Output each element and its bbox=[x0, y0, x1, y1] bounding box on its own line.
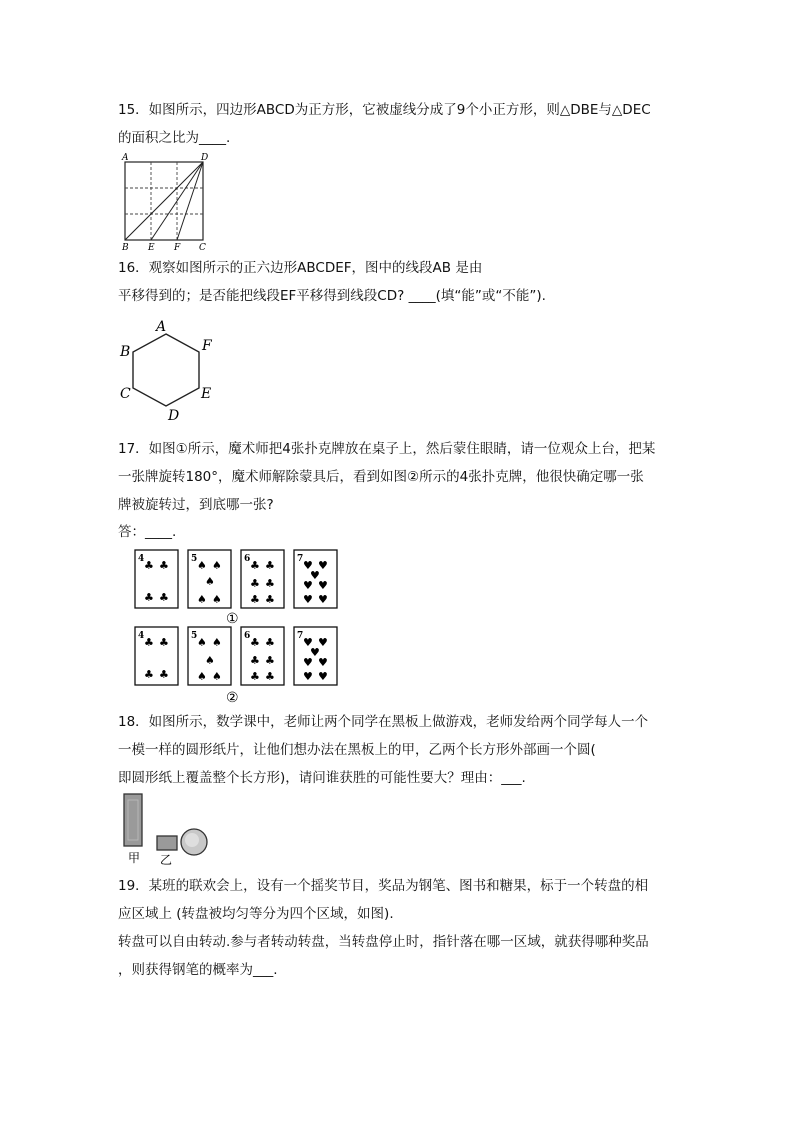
svg-text:♣: ♣ bbox=[144, 636, 154, 649]
svg-text:♣: ♣ bbox=[265, 670, 275, 683]
svg-text:♥: ♥ bbox=[303, 579, 313, 592]
svg-text:♣: ♣ bbox=[250, 654, 260, 667]
label-B: B bbox=[120, 344, 131, 360]
rectangle-jia bbox=[124, 794, 142, 846]
square-figure bbox=[116, 151, 216, 253]
label-D: D bbox=[168, 408, 180, 424]
card-seven-hearts bbox=[294, 550, 337, 608]
card-four-clubs bbox=[135, 550, 178, 608]
card-six-clubs bbox=[241, 627, 284, 685]
svg-text:♣: ♣ bbox=[144, 591, 154, 604]
svg-text:♠: ♠ bbox=[205, 654, 215, 667]
svg-text:♣: ♣ bbox=[250, 593, 260, 606]
card-four-clubs bbox=[135, 627, 178, 685]
label-A: A bbox=[122, 153, 129, 163]
svg-text:♠: ♠ bbox=[212, 593, 222, 606]
svg-text:♥: ♥ bbox=[310, 646, 320, 659]
card-rank: 6 bbox=[244, 631, 251, 641]
svg-text:♥: ♥ bbox=[303, 670, 313, 683]
svg-text:♣: ♣ bbox=[265, 577, 275, 590]
svg-text:♥: ♥ bbox=[303, 656, 313, 669]
label-C: C bbox=[120, 386, 131, 402]
figure-label-1: ① bbox=[226, 611, 239, 627]
svg-text:♥: ♥ bbox=[318, 579, 328, 592]
q19-line-4: ，则获得钢笔的概率为___. bbox=[118, 962, 278, 978]
svg-text:♠: ♠ bbox=[212, 636, 222, 649]
svg-text:♣: ♣ bbox=[250, 636, 260, 649]
rectangle-yi bbox=[157, 836, 177, 850]
hexagon-figure bbox=[114, 316, 220, 424]
svg-text:♠: ♠ bbox=[212, 670, 222, 683]
card-five-spades bbox=[188, 627, 231, 685]
card-rank: 7 bbox=[297, 631, 304, 641]
q18-line-1: 18．如图所示，数学课中，老师让两个同学在黑板上做游戏，老师发给两个同学每人一个 bbox=[118, 714, 649, 730]
q16-line-2: 平移得到的；是否能把线段EF平移得到线段CD? ____(填“能”或“不能”). bbox=[118, 288, 546, 304]
label-jia: 甲 bbox=[128, 851, 141, 865]
svg-text:♥: ♥ bbox=[318, 636, 328, 649]
svg-text:♥: ♥ bbox=[318, 670, 328, 683]
svg-text:♣: ♣ bbox=[159, 668, 169, 681]
card-seven-hearts bbox=[294, 627, 337, 685]
svg-text:♠: ♠ bbox=[197, 559, 207, 572]
svg-text:♣: ♣ bbox=[250, 577, 260, 590]
q17-line-2: 一张牌旋转180°，魔术师解除蒙具后，看到如图②所示的4张扑克牌，他很快确定哪一张 bbox=[118, 469, 644, 485]
svg-text:♥: ♥ bbox=[318, 656, 328, 669]
q17-line-3: 牌被旋转过，到底哪一张? bbox=[118, 497, 274, 513]
label-A: A bbox=[156, 319, 167, 335]
svg-text:♣: ♣ bbox=[159, 636, 169, 649]
q15-line-1: 15．如图所示，四边形ABCD为正方形，它被虚线分成了9个小正方形，则△DBE与△DEC bbox=[118, 102, 651, 118]
svg-text:♥: ♥ bbox=[318, 593, 328, 606]
svg-text:♥: ♥ bbox=[303, 636, 313, 649]
svg-text:♠: ♠ bbox=[197, 636, 207, 649]
label-E: E bbox=[201, 386, 212, 402]
svg-text:♣: ♣ bbox=[144, 668, 154, 681]
svg-text:♣: ♣ bbox=[265, 559, 275, 572]
q16-line-1: 16．观察如图所示的正六边形ABCDEF，图中的线段AB 是由 bbox=[118, 260, 483, 276]
svg-text:♣: ♣ bbox=[265, 654, 275, 667]
label-B: B bbox=[122, 243, 129, 253]
svg-text:♣: ♣ bbox=[265, 636, 275, 649]
label-D: D bbox=[201, 153, 209, 163]
card-rank: 6 bbox=[244, 554, 251, 564]
card-rank: 7 bbox=[297, 554, 304, 564]
label-F: F bbox=[174, 243, 181, 253]
card-rank: 4 bbox=[138, 554, 145, 564]
q18-line-3: 即圆形纸上覆盖整个长方形)，请问谁获胜的可能性要大？理由：___. bbox=[118, 770, 526, 786]
svg-text:♣: ♣ bbox=[250, 559, 260, 572]
svg-text:♠: ♠ bbox=[197, 593, 207, 606]
figure-label-2: ② bbox=[226, 690, 239, 705]
label-C: C bbox=[199, 243, 206, 253]
rectangles-circle-figure bbox=[118, 792, 218, 866]
svg-text:♥: ♥ bbox=[303, 593, 313, 606]
card-rank: 4 bbox=[138, 631, 145, 641]
label-E: E bbox=[148, 243, 155, 253]
q19-line-1: 19．某班的联欢会上，设有一个摇奖节目，奖品为钢笔、图书和糖果，标于一个转盘的相 bbox=[118, 878, 649, 894]
svg-text:♥: ♥ bbox=[303, 559, 313, 572]
card-rank: 5 bbox=[191, 631, 198, 641]
q17-line-1: 17．如图①所示，魔术师把4张扑克牌放在桌子上，然后蒙住眼睛，请一位观众上台，把某 bbox=[118, 441, 656, 457]
q19-line-2: 应区域上 (转盘被均匀等分为四个区域，如图). bbox=[118, 906, 394, 922]
label-F: F bbox=[202, 338, 212, 354]
svg-text:♠: ♠ bbox=[197, 670, 207, 683]
q19-line-3: 转盘可以自由转动.参与者转动转盘，当转盘停止时，指针落在哪一区域，就获得哪种奖品 bbox=[118, 934, 649, 950]
svg-text:♣: ♣ bbox=[159, 559, 169, 572]
card-rank: 5 bbox=[191, 554, 198, 564]
svg-text:♥: ♥ bbox=[318, 559, 328, 572]
svg-text:♠: ♠ bbox=[212, 559, 222, 572]
playing-cards-figure bbox=[126, 545, 346, 705]
q18-line-2: 一模一样的圆形纸片，让他们想办法在黑板上的甲，乙两个长方形外部画一个圆( bbox=[118, 742, 596, 758]
q15-line-2: 的面积之比为____. bbox=[118, 130, 231, 146]
card-five-spades bbox=[188, 550, 231, 608]
card-six-clubs bbox=[241, 550, 284, 608]
svg-text:♣: ♣ bbox=[250, 670, 260, 683]
svg-text:♣: ♣ bbox=[265, 593, 275, 606]
svg-text:♠: ♠ bbox=[205, 575, 215, 588]
svg-text:♣: ♣ bbox=[144, 559, 154, 572]
svg-text:♥: ♥ bbox=[310, 569, 320, 582]
svg-text:♣: ♣ bbox=[159, 591, 169, 604]
q17-answer: 答：____. bbox=[118, 524, 177, 540]
label-yi: 乙 bbox=[160, 853, 173, 866]
